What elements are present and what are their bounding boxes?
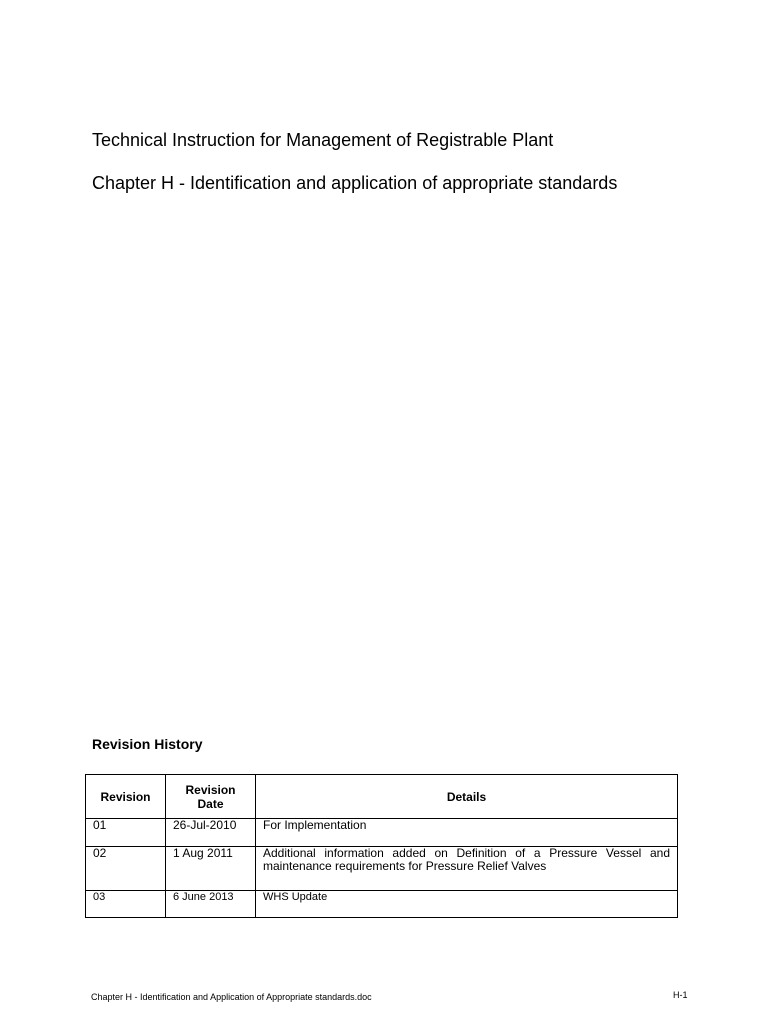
revision-history-table	[85, 774, 678, 918]
footer-page-number: H-1	[673, 990, 688, 1000]
revision-details: For Implementation	[256, 819, 678, 847]
revision-details: WHS Update	[256, 891, 678, 918]
revision-number: 03	[86, 891, 166, 918]
column-header-details: Details	[256, 775, 678, 819]
column-header-revision-date: Revision Date	[166, 775, 256, 819]
revision-details: Additional information added on Definition of a Pressure Vessel and maintenance requirements for Pressure Relief Valves	[256, 847, 678, 891]
revision-number: 01	[86, 819, 166, 847]
table-row	[86, 891, 678, 918]
column-header-revision: Revision	[86, 775, 166, 819]
revision-date: 6 June 2013	[166, 891, 256, 918]
revision-history-heading: Revision History	[92, 736, 203, 752]
footer-filename: Chapter H - Identification and Application of Appropriate standards.doc	[91, 992, 372, 1002]
revision-date: 1 Aug 2011	[166, 847, 256, 891]
document-title: Technical Instruction for Management of Registrable Plant	[92, 130, 554, 150]
table-row	[86, 847, 678, 891]
document-subtitle: Chapter H - Identification and application of appropriate standards	[92, 173, 618, 193]
revision-number: 02	[86, 847, 166, 891]
table-row	[86, 819, 678, 847]
table-header-row	[86, 775, 678, 819]
revision-date: 26-Jul-2010	[166, 819, 256, 847]
